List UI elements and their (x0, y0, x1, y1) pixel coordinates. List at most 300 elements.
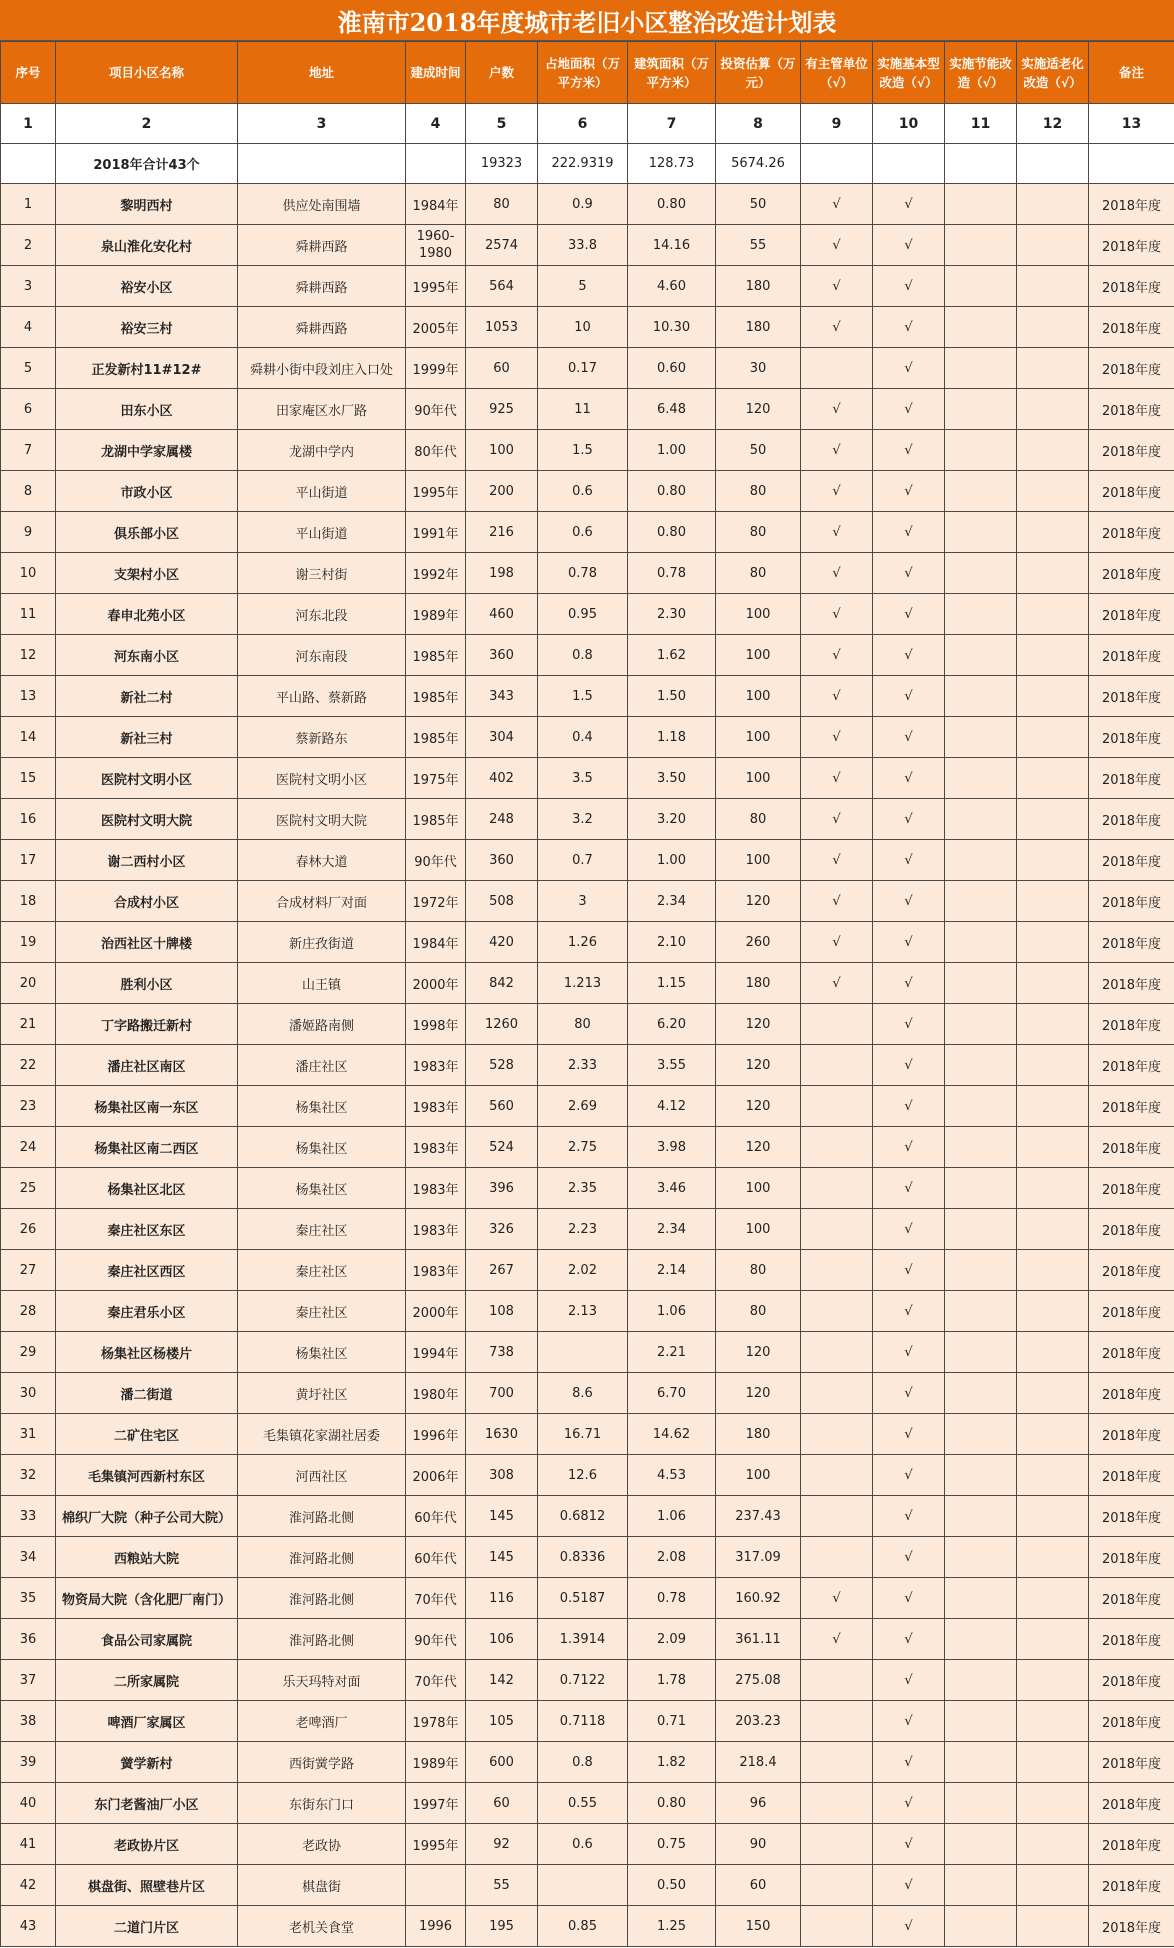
table-cell: 80 (716, 799, 801, 840)
table-cell: 2018年度 (1089, 1127, 1174, 1168)
column-header: 备注 (1089, 42, 1174, 104)
table-cell (1017, 1619, 1089, 1660)
table-cell: 东门老酱油厂小区 (56, 1783, 238, 1824)
table-cell: 2018年度 (1089, 963, 1174, 1004)
table-cell: 杨集社区 (238, 1086, 406, 1127)
table-cell: 120 (716, 881, 801, 922)
table-cell: 潘姬路南侧 (238, 1004, 406, 1045)
table-cell (945, 1496, 1017, 1537)
table-cell: 2018年度 (1089, 553, 1174, 594)
table-cell: 0.7 (538, 840, 628, 881)
table-cell: 棉织厂大院（种子公司大院） (56, 1496, 238, 1537)
table-cell: √ (873, 389, 945, 430)
table-cell: √ (873, 1414, 945, 1455)
table-cell (1017, 348, 1089, 389)
table-cell: 老机关食堂 (238, 1906, 406, 1947)
table-cell: 6 (1, 389, 56, 430)
table-cell: 平山街道 (238, 471, 406, 512)
table-cell: 5 (538, 266, 628, 307)
column-header: 序号 (1, 42, 56, 104)
table-cell (1017, 1086, 1089, 1127)
table-cell: 2000年 (406, 1291, 466, 1332)
table-cell: 30 (1, 1373, 56, 1414)
column-number-cell: 1 (1, 104, 56, 144)
table-cell: 2018年度 (1089, 307, 1174, 348)
table-row (1, 1332, 1174, 1373)
table-cell: 80 (466, 184, 538, 225)
table-row (1, 1578, 1174, 1619)
table-cell: 100 (716, 1168, 801, 1209)
table-cell: 1.78 (628, 1660, 716, 1701)
table-row (1, 1373, 1174, 1414)
table-cell: 1985年 (406, 635, 466, 676)
table-cell: 1.3914 (538, 1619, 628, 1660)
table-cell: 0.80 (628, 184, 716, 225)
table-cell (945, 1332, 1017, 1373)
column-header: 户数 (466, 42, 538, 104)
table-cell: 2.23 (538, 1209, 628, 1250)
table-cell: √ (873, 963, 945, 1004)
table-cell: 3 (538, 881, 628, 922)
table-cell (945, 1906, 1017, 1947)
table-cell: √ (801, 676, 873, 717)
table-cell: √ (873, 1291, 945, 1332)
table-cell: 60 (466, 348, 538, 389)
table-cell: √ (873, 430, 945, 471)
table-cell (945, 266, 1017, 307)
table-cell (1017, 184, 1089, 225)
table-cell: 326 (466, 1209, 538, 1250)
table-cell (1017, 1496, 1089, 1537)
table-cell: 杨集社区南一东区 (56, 1086, 238, 1127)
table-cell: 2018年度 (1089, 225, 1174, 266)
table-row (1, 594, 1174, 635)
table-cell: 0.95 (538, 594, 628, 635)
table-cell: 100 (716, 676, 801, 717)
table-cell: 16.71 (538, 1414, 628, 1455)
table-cell: 80年代 (406, 430, 466, 471)
table-cell (1017, 1291, 1089, 1332)
table-cell: 杨集社区 (238, 1127, 406, 1168)
table-cell: √ (801, 184, 873, 225)
table-cell: 潘二街道 (56, 1373, 238, 1414)
table-cell: 1985年 (406, 799, 466, 840)
table-cell: 西街黉学路 (238, 1742, 406, 1783)
table-cell (945, 1537, 1017, 1578)
table-cell: 1960-1980 (406, 225, 466, 266)
table-cell: 28 (1, 1291, 56, 1332)
table-cell: 毛集镇河西新村东区 (56, 1455, 238, 1496)
table-cell: 1630 (466, 1414, 538, 1455)
table-cell: 30 (716, 348, 801, 389)
table-cell: 老政协片区 (56, 1824, 238, 1865)
table-cell: 1.213 (538, 963, 628, 1004)
table-cell: 2018年度 (1089, 348, 1174, 389)
table-cell: √ (873, 1742, 945, 1783)
table-cell: 35 (1, 1578, 56, 1619)
table-cell: 24 (1, 1127, 56, 1168)
table-cell: 丁字路搬迁新村 (56, 1004, 238, 1045)
table-cell: 2018年度 (1089, 1004, 1174, 1045)
table-cell: √ (873, 307, 945, 348)
table-cell (945, 1127, 1017, 1168)
column-number-cell: 5 (466, 104, 538, 144)
column-number-cell: 3 (238, 104, 406, 144)
table-cell: 96 (716, 1783, 801, 1824)
column-header: 实施适老化改造（√） (1017, 42, 1089, 104)
table-cell: 1.62 (628, 635, 716, 676)
table-row (1, 1742, 1174, 1783)
table-cell (801, 1373, 873, 1414)
table-cell: 秦庄社区西区 (56, 1250, 238, 1291)
table-cell (1017, 1045, 1089, 1086)
table-row (1, 1168, 1174, 1209)
table-cell: 2018年度 (1089, 758, 1174, 799)
table-cell (1017, 1824, 1089, 1865)
table-cell (1017, 881, 1089, 922)
table-cell: 平山路、蔡新路 (238, 676, 406, 717)
table-cell: 343 (466, 676, 538, 717)
table-cell: √ (801, 840, 873, 881)
table-cell: 2 (1, 225, 56, 266)
table-cell (1017, 389, 1089, 430)
table-cell (945, 840, 1017, 881)
table-cell: 1972年 (406, 881, 466, 922)
table-cell: √ (873, 881, 945, 922)
table-cell: 新庄孜街道 (238, 922, 406, 963)
table-cell: 0.7118 (538, 1701, 628, 1742)
table-cell: 33 (1, 1496, 56, 1537)
table-cell: 黉学新村 (56, 1742, 238, 1783)
table-cell: 2.33 (538, 1045, 628, 1086)
table-cell: √ (801, 389, 873, 430)
table-cell: 361.11 (716, 1619, 801, 1660)
total-cell (1089, 144, 1174, 184)
table-cell: 治西社区十牌楼 (56, 922, 238, 963)
table-cell (801, 1455, 873, 1496)
table-cell (1017, 1004, 1089, 1045)
table-cell: 二矿住宅区 (56, 1414, 238, 1455)
table-cell (1017, 1250, 1089, 1291)
table-cell: √ (873, 1496, 945, 1537)
table-cell: 5 (1, 348, 56, 389)
table-cell: 乐天玛特对面 (238, 1660, 406, 1701)
table-cell (945, 1455, 1017, 1496)
table-row (1, 799, 1174, 840)
table-cell: √ (873, 799, 945, 840)
table-cell: 203.23 (716, 1701, 801, 1742)
table-cell: 裕安小区 (56, 266, 238, 307)
table-cell: 90年代 (406, 389, 466, 430)
table-row (1, 840, 1174, 881)
table-cell: 80 (716, 1250, 801, 1291)
table-cell: 平山街道 (238, 512, 406, 553)
table-cell: √ (873, 553, 945, 594)
table-cell: 508 (466, 881, 538, 922)
table-cell: 2018年度 (1089, 430, 1174, 471)
table-cell: 新社三村 (56, 717, 238, 758)
table-cell: 3.2 (538, 799, 628, 840)
table-cell: 1.06 (628, 1496, 716, 1537)
table-cell (801, 1332, 873, 1373)
table-cell: √ (873, 717, 945, 758)
table-cell: 11 (1, 594, 56, 635)
table-cell (945, 1619, 1017, 1660)
table-cell (945, 1168, 1017, 1209)
table-cell: 2000年 (406, 963, 466, 1004)
table-cell: 2018年度 (1089, 1537, 1174, 1578)
table-row (1, 1701, 1174, 1742)
table-row (1, 266, 1174, 307)
table-cell: √ (873, 1824, 945, 1865)
table-cell: 舜耕西路 (238, 225, 406, 266)
table-cell: 2.75 (538, 1127, 628, 1168)
table-cell: 东街东门口 (238, 1783, 406, 1824)
table-cell: 2574 (466, 225, 538, 266)
table-cell: 2018年度 (1089, 1906, 1174, 1947)
table-cell: 胜利小区 (56, 963, 238, 1004)
column-number-cell: 13 (1089, 104, 1174, 144)
table-cell: 39 (1, 1742, 56, 1783)
table-cell: 37 (1, 1660, 56, 1701)
table-cell: 秦庄社区 (238, 1291, 406, 1332)
table-cell (1017, 266, 1089, 307)
column-number-cell: 12 (1017, 104, 1089, 144)
table-cell (945, 1783, 1017, 1824)
total-investment-cell: 5674.26 (716, 144, 801, 184)
table-cell: 0.85 (538, 1906, 628, 1947)
table-cell (1017, 1168, 1089, 1209)
table-cell: √ (801, 594, 873, 635)
table-cell: 1260 (466, 1004, 538, 1045)
table-cell: 泉山淮化安化村 (56, 225, 238, 266)
table-cell: 1978年 (406, 1701, 466, 1742)
table-cell (1017, 1127, 1089, 1168)
table-cell: 2018年度 (1089, 1865, 1174, 1906)
table-cell (945, 1701, 1017, 1742)
table-cell: 医院村文明大院 (238, 799, 406, 840)
table-row (1, 635, 1174, 676)
table-row (1, 1783, 1174, 1824)
table-cell: 蔡新路东 (238, 717, 406, 758)
table-cell: 1985年 (406, 717, 466, 758)
table-cell: 8 (1, 471, 56, 512)
table-cell: 1984年 (406, 184, 466, 225)
table-cell (801, 1865, 873, 1906)
table-cell: 谢二西村小区 (56, 840, 238, 881)
table-cell: 2018年度 (1089, 266, 1174, 307)
table-cell (1017, 594, 1089, 635)
column-header: 投资估算（万元） (716, 42, 801, 104)
table-cell (1017, 1537, 1089, 1578)
table-cell (801, 1783, 873, 1824)
table-cell: 0.8 (538, 1742, 628, 1783)
table-cell: 0.6 (538, 512, 628, 553)
table-cell: 26 (1, 1209, 56, 1250)
table-cell: √ (873, 1455, 945, 1496)
table-row (1, 1619, 1174, 1660)
table-cell (945, 1742, 1017, 1783)
table-cell: 1997年 (406, 1783, 466, 1824)
table-row (1, 717, 1174, 758)
column-number-cell: 7 (628, 104, 716, 144)
table-cell: √ (801, 307, 873, 348)
table-row (1, 963, 1174, 1004)
table-cell: 合成村小区 (56, 881, 238, 922)
table-cell: √ (873, 1906, 945, 1947)
table-cell: 55 (466, 1865, 538, 1906)
table-cell: 2018年度 (1089, 1332, 1174, 1373)
table-cell: 120 (716, 1086, 801, 1127)
table-cell (801, 1250, 873, 1291)
column-number-cell: 8 (716, 104, 801, 144)
table-cell: 842 (466, 963, 538, 1004)
table-cell (801, 348, 873, 389)
table-cell (945, 963, 1017, 1004)
total-cell (1017, 144, 1089, 184)
table-cell: 0.78 (628, 1578, 716, 1619)
table-cell: 2018年度 (1089, 1414, 1174, 1455)
table-cell: √ (873, 676, 945, 717)
table-cell: 100 (466, 430, 538, 471)
table-cell: 2.10 (628, 922, 716, 963)
table-cell (1017, 635, 1089, 676)
table-cell: 谢三村街 (238, 553, 406, 594)
table-cell: 2018年度 (1089, 717, 1174, 758)
table-cell (945, 1250, 1017, 1291)
table-cell: 55 (716, 225, 801, 266)
table-cell: 105 (466, 1701, 538, 1742)
table-row (1, 471, 1174, 512)
table-cell: 237.43 (716, 1496, 801, 1537)
table-cell: 738 (466, 1332, 538, 1373)
table-row (1, 184, 1174, 225)
table-cell: 0.9 (538, 184, 628, 225)
table-cell: 杨集社区北区 (56, 1168, 238, 1209)
table-cell (1017, 758, 1089, 799)
total-cell (801, 144, 873, 184)
table-cell (1017, 1455, 1089, 1496)
table-cell: 1.06 (628, 1291, 716, 1332)
table-cell: 淮河路北侧 (238, 1496, 406, 1537)
table-cell: 1.26 (538, 922, 628, 963)
table-cell: 0.78 (538, 553, 628, 594)
table-cell: √ (801, 1619, 873, 1660)
table-cell: 舜耕小街中段刘庄入口处 (238, 348, 406, 389)
table-cell: 17 (1, 840, 56, 881)
table-cell: 河东北段 (238, 594, 406, 635)
table-cell: 142 (466, 1660, 538, 1701)
table-cell (1017, 553, 1089, 594)
table-cell: 80 (538, 1004, 628, 1045)
table-cell (945, 1414, 1017, 1455)
total-cell (873, 144, 945, 184)
table-cell: 1.00 (628, 840, 716, 881)
table-cell: 老啤酒厂 (238, 1701, 406, 1742)
column-header: 实施基本型改造（√） (873, 42, 945, 104)
table-cell: 41 (1, 1824, 56, 1865)
table-cell: √ (873, 922, 945, 963)
table-cell (801, 1496, 873, 1537)
table-cell: √ (801, 225, 873, 266)
table-cell: 50 (716, 184, 801, 225)
table-row (1, 881, 1174, 922)
total-label-cell: 2018年合计43个 (56, 144, 238, 184)
table-cell: 1998年 (406, 1004, 466, 1045)
table-cell: 毛集镇花家湖社居委 (238, 1414, 406, 1455)
table-cell: 4.53 (628, 1455, 716, 1496)
table-cell: 2018年度 (1089, 512, 1174, 553)
table-cell: √ (873, 348, 945, 389)
table-cell: 0.55 (538, 1783, 628, 1824)
table-cell: 218.4 (716, 1742, 801, 1783)
column-header: 占地面积（万平方米） (538, 42, 628, 104)
table-cell: √ (873, 512, 945, 553)
table-cell: 100 (716, 717, 801, 758)
table-cell (945, 553, 1017, 594)
table-row (1, 1127, 1174, 1168)
table-cell: 啤酒厂家属区 (56, 1701, 238, 1742)
total-cell (945, 144, 1017, 184)
table-cell: 2018年度 (1089, 1373, 1174, 1414)
table-cell (1017, 430, 1089, 471)
table-cell: 4.12 (628, 1086, 716, 1127)
table-cell: 1983年 (406, 1250, 466, 1291)
table-cell: 2018年度 (1089, 1291, 1174, 1332)
plan-table (0, 41, 1174, 1947)
table-cell (1017, 1701, 1089, 1742)
table-cell: 2018年度 (1089, 1660, 1174, 1701)
table-cell: 308 (466, 1455, 538, 1496)
table-cell: 120 (716, 1332, 801, 1373)
table-cell: √ (873, 1045, 945, 1086)
table-cell (801, 1045, 873, 1086)
table-cell: 925 (466, 389, 538, 430)
column-header: 建筑面积（万平方米） (628, 42, 716, 104)
table-cell: √ (801, 922, 873, 963)
table-cell: 舜耕西路 (238, 307, 406, 348)
table-cell: 2018年度 (1089, 1209, 1174, 1250)
table-cell: 528 (466, 1045, 538, 1086)
table-row (1, 307, 1174, 348)
table-cell (1017, 1906, 1089, 1947)
table-cell: 0.80 (628, 512, 716, 553)
table-cell: 二道门片区 (56, 1906, 238, 1947)
table-cell: 19 (1, 922, 56, 963)
table-cell: √ (801, 717, 873, 758)
table-cell: 秦庄社区 (238, 1209, 406, 1250)
table-cell: 1995年 (406, 471, 466, 512)
table-cell: 1992年 (406, 553, 466, 594)
table-cell: 7 (1, 430, 56, 471)
table-row (1, 676, 1174, 717)
table-cell: 二所家属院 (56, 1660, 238, 1701)
table-cell: 春林大道 (238, 840, 406, 881)
table-cell: 龙湖中学内 (238, 430, 406, 471)
table-cell: 1996年 (406, 1414, 466, 1455)
table-cell: 2018年度 (1089, 1578, 1174, 1619)
table-cell: 32 (1, 1455, 56, 1496)
column-header: 有主管单位（√） (801, 42, 873, 104)
table-cell: √ (873, 1660, 945, 1701)
table-cell: √ (801, 553, 873, 594)
table-cell: 31 (1, 1414, 56, 1455)
total-address-cell (238, 144, 406, 184)
table-cell: 1999年 (406, 348, 466, 389)
table-cell: 248 (466, 799, 538, 840)
table-cell: 304 (466, 717, 538, 758)
table-cell: 田家庵区水厂路 (238, 389, 406, 430)
